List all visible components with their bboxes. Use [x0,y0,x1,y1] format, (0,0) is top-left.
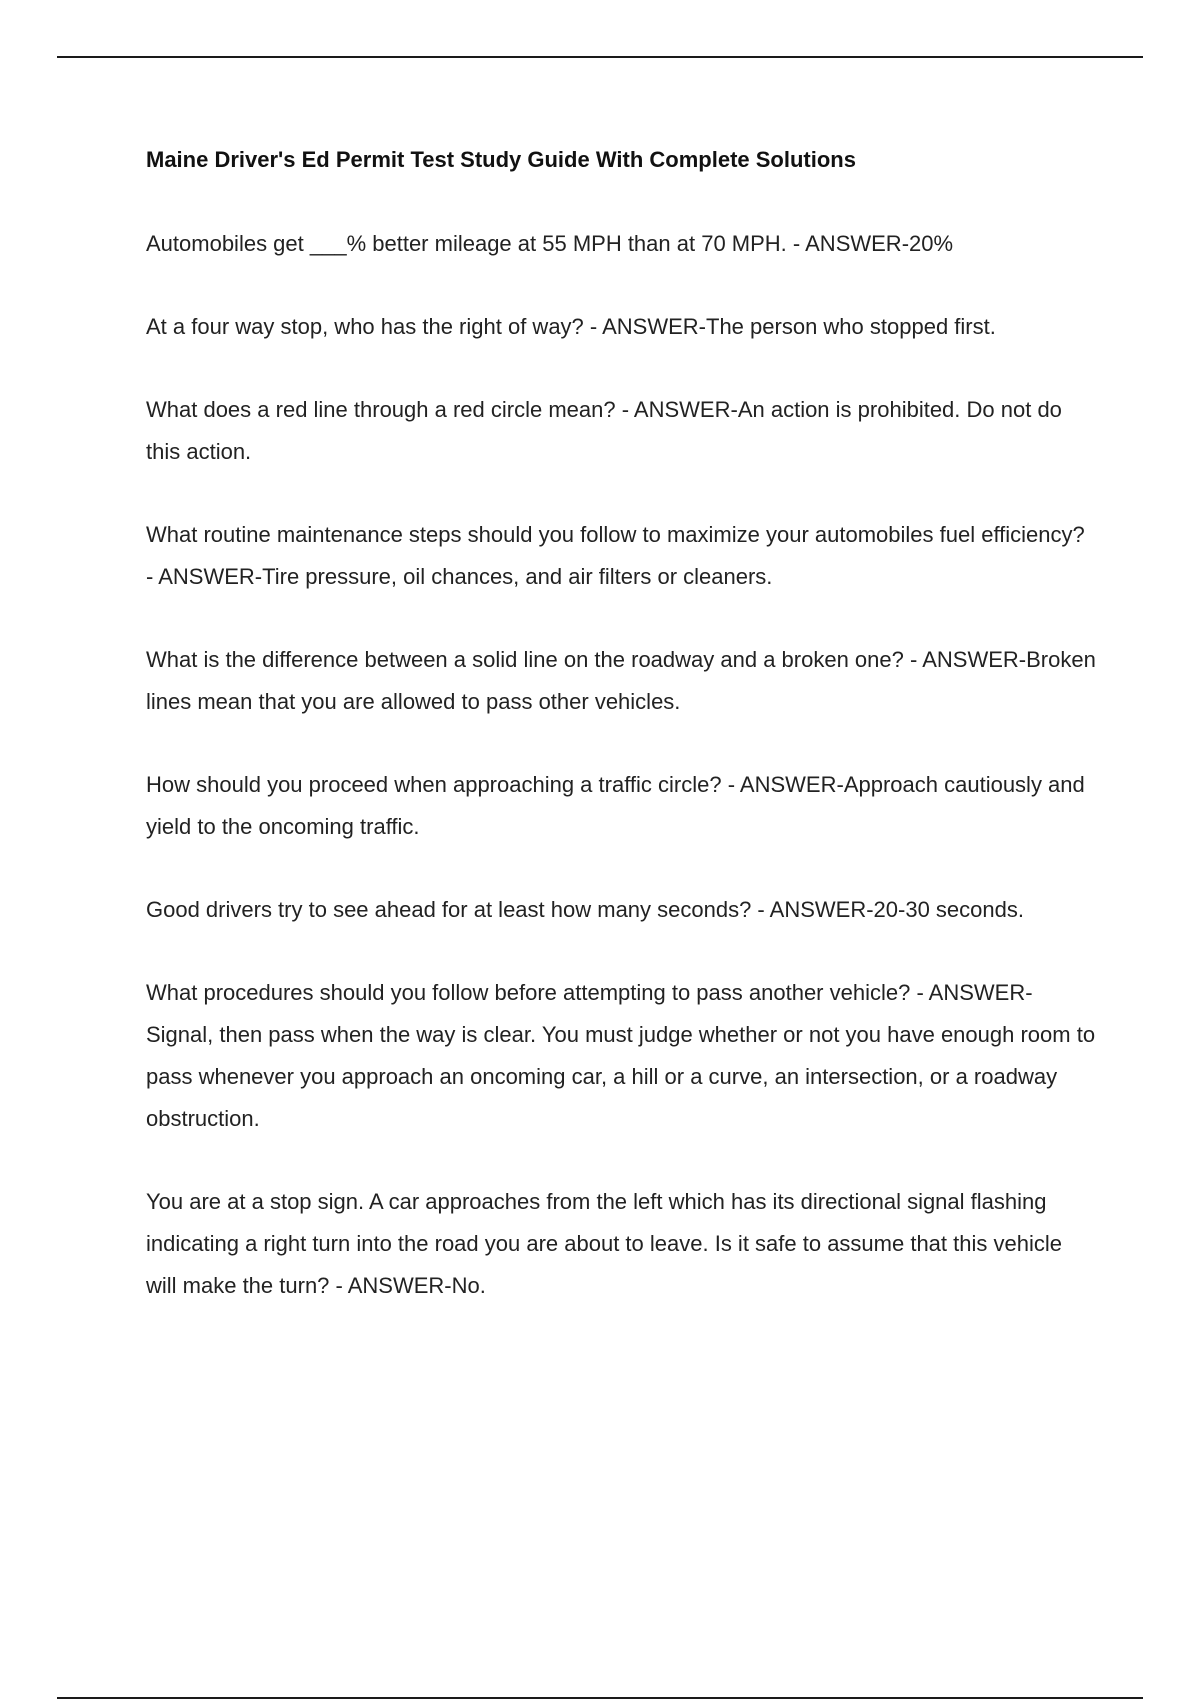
qa-item-8: What procedures should you follow before attempting to pass another vehicle? - ANSWER-Signal, then pass when the way is clear. You must judge whether or not you have enough room to pass whenever you approach an oncoming car, a hill or a curve, an intersection, or a roadway obstruction. [146,980,1096,1131]
qa-item-5: What is the difference between a solid line on the roadway and a broken one? - ANSWER-Broken lines mean that you are allowed to pass other vehicles. [146,647,1096,714]
bottom-divider [57,1697,1143,1699]
document-title: Maine Driver's Ed Permit Test Study Guide With Complete Solutions [146,147,856,172]
qa-item-7: Good drivers try to see ahead for at least how many seconds? - ANSWER-20-30 seconds. [146,897,1024,922]
top-divider [57,56,1143,58]
qa-item-9: You are at a stop sign. A car approaches from the left which has its directional signal flashing indicating a right turn into the road you are about to leave. Is it safe to assume that this vehicle will make the turn? - ANSWER-No. [146,1189,1062,1298]
qa-item-1: Automobiles get ___% better mileage at 55 MPH than at 70 MPH. - ANSWER-20% [146,231,954,256]
qa-item-3: What does a red line through a red circle mean? - ANSWER-An action is prohibited. Do not do this action. [146,397,1062,464]
qa-item-4: What routine maintenance steps should you follow to maximize your automobiles fuel efficiency? - ANSWER-Tire pressure, oil chances, and air filters or cleaners. [146,522,1085,589]
qa-item-6: How should you proceed when approaching a traffic circle? - ANSWER-Approach cautiously and yield to the oncoming traffic. [146,772,1085,839]
qa-item-2: At a four way stop, who has the right of way? - ANSWER-The person who stopped first. [146,314,996,339]
document-body [146,140,1096,1348]
